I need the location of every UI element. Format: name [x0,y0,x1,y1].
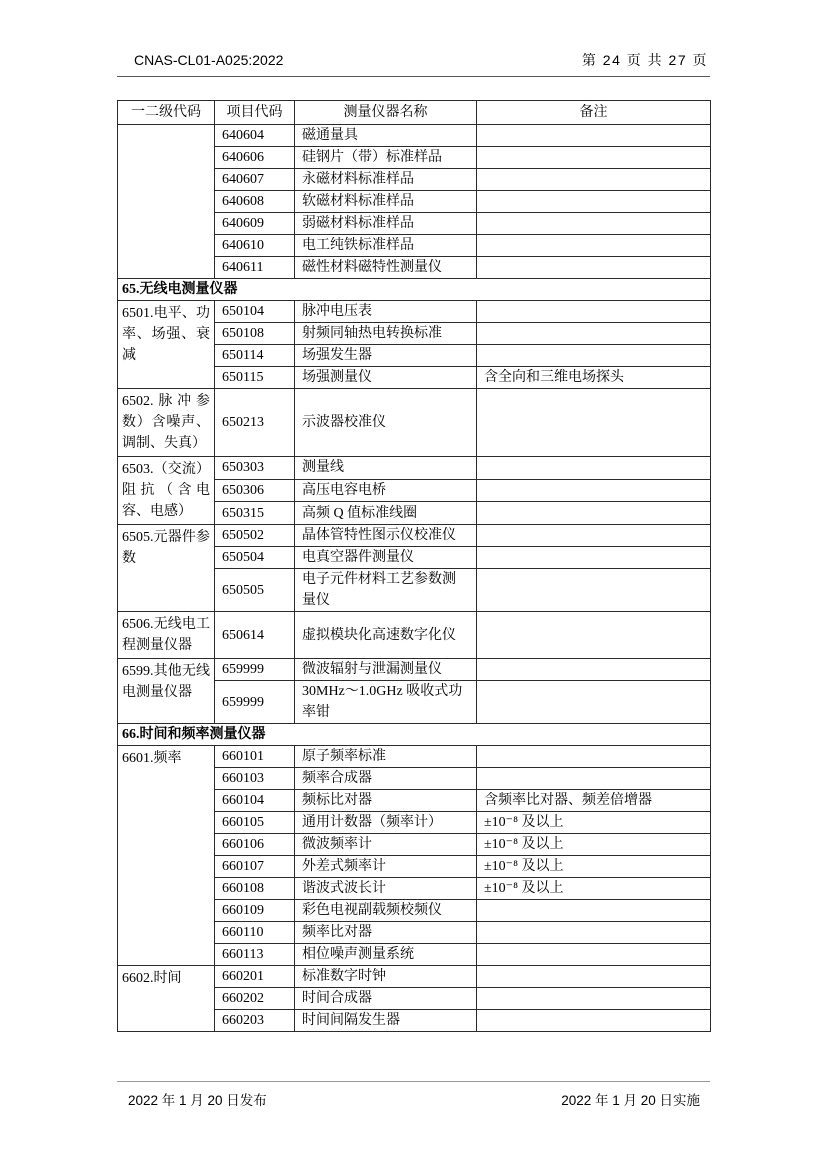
item-code-cell: 650213 [215,389,295,457]
item-remark-cell [477,502,711,525]
item-name-cell: 时间间隔发生器 [295,1010,477,1032]
item-code-cell: 660105 [215,812,295,834]
doc-number: CNAS-CL01-A025:2022 [134,52,284,68]
item-remark-cell [477,944,711,966]
item-name-cell: 弱磁材料标准样品 [295,213,477,235]
item-remark-cell [477,191,711,213]
item-code-cell: 660101 [215,746,295,768]
item-code-cell: 640604 [215,125,295,147]
item-code-cell: 660106 [215,834,295,856]
item-remark-cell [477,988,711,1010]
item-name-cell: 相位噪声测量系统 [295,944,477,966]
item-name-cell: 电真空器件测量仪 [295,547,477,569]
item-remark-cell [477,900,711,922]
item-remark-cell [477,547,711,569]
item-remark-cell [477,125,711,147]
item-code-cell: 650115 [215,367,295,389]
item-name-cell: 脉冲电压表 [295,301,477,323]
item-remark-cell [477,746,711,768]
item-code-cell: 650104 [215,301,295,323]
item-remark-cell [477,257,711,279]
table-row [118,457,711,480]
group-label-cell: 6505.元器件参数 [118,525,215,612]
table-header-row [118,101,711,125]
instrument-table [117,100,711,1032]
item-code-cell: 660203 [215,1010,295,1032]
item-name-cell: 微波频率计 [295,834,477,856]
item-remark-cell [477,301,711,323]
item-code-cell: 650306 [215,479,295,502]
item-remark-cell: ±10⁻⁸ 及以上 [477,812,711,834]
item-remark-cell: 含频率比对器、频差倍增器 [477,790,711,812]
table-row [118,389,711,457]
item-code-cell: 659999 [215,659,295,681]
item-code-cell: 640606 [215,147,295,169]
item-code-cell: 660201 [215,966,295,988]
item-name-cell: 谐波式波长计 [295,878,477,900]
table-row [118,525,711,547]
item-code-cell: 640610 [215,235,295,257]
col-header-instrument: 测量仪器名称 [295,101,477,125]
item-name-cell: 微波辐射与泄漏测量仪 [295,659,477,681]
table-row [118,125,711,147]
item-name-cell: 晶体管特性图示仪校准仪 [295,525,477,547]
item-code-cell: 640608 [215,191,295,213]
section-row [118,279,711,301]
item-remark-cell: ±10⁻⁸ 及以上 [477,856,711,878]
item-name-cell: 时间合成器 [295,988,477,1010]
item-code-cell: 650315 [215,502,295,525]
item-remark-cell: 含全向和三维电场探头 [477,367,711,389]
item-code-cell: 660108 [215,878,295,900]
group-label-cell: 6502.脉冲参数）含噪声、调制、失真） [118,389,215,457]
item-code-cell: 660113 [215,944,295,966]
item-code-cell: 660202 [215,988,295,1010]
group-label-cell: 6503.（交流）阻抗（含电容、电感） [118,457,215,525]
page-indicator: 第 24 页 共 27 页 [581,52,708,68]
item-remark-cell [477,1010,711,1032]
item-remark-cell [477,659,711,681]
item-name-cell: 虚拟模块化高速数字化仪 [295,612,477,659]
item-code-cell: 640609 [215,213,295,235]
item-name-cell: 硅钢片（带）标准样品 [295,147,477,169]
group-label-cell: 6506.无线电工程测量仪器 [118,612,215,659]
item-name-cell: 永磁材料标准样品 [295,169,477,191]
item-remark-cell [477,525,711,547]
col-header-level-code: 一二级代码 [118,101,215,125]
table-row [118,659,711,681]
item-code-cell: 650114 [215,345,295,367]
item-name-cell: 磁通量具 [295,125,477,147]
item-name-cell: 场强发生器 [295,345,477,367]
item-remark-cell [477,389,711,457]
item-name-cell: 原子频率标准 [295,746,477,768]
item-name-cell: 高频 Q 值标准线圈 [295,502,477,525]
group-label-cell: 6501.电平、功率、场强、衰减 [118,301,215,389]
item-name-cell: 通用计数器（频率计） [295,812,477,834]
section-label: 65.无线电测量仪器 [118,279,711,301]
item-remark-cell [477,569,711,612]
item-code-cell: 660107 [215,856,295,878]
item-name-cell: 示波器校准仪 [295,389,477,457]
item-name-cell: 外差式频率计 [295,856,477,878]
page-header [117,52,710,77]
item-name-cell: 频率合成器 [295,768,477,790]
item-name-cell: 彩色电视副载频校频仪 [295,900,477,922]
item-code-cell: 650504 [215,547,295,569]
item-name-cell: 磁性材料磁特性测量仪 [295,257,477,279]
item-name-cell: 频率比对器 [295,922,477,944]
item-code-cell: 650108 [215,323,295,345]
page-footer [117,1081,710,1109]
item-code-cell: 660104 [215,790,295,812]
table-row [118,746,711,768]
item-remark-cell [477,345,711,367]
item-code-cell: 660103 [215,768,295,790]
table-row [118,966,711,988]
item-remark-cell [477,479,711,502]
item-code-cell: 660109 [215,900,295,922]
section-label: 66.时间和频率测量仪器 [118,724,711,746]
item-name-cell: 30MHz～1.0GHz 吸收式功率钳 [295,681,477,724]
item-code-cell: 650505 [215,569,295,612]
col-header-remark: 备注 [477,101,711,125]
col-header-item-code: 项目代码 [215,101,295,125]
item-code-cell: 650502 [215,525,295,547]
item-remark-cell [477,169,711,191]
release-date: 2022 年 1 月 20 日发布 [128,1093,267,1108]
item-name-cell: 电子元件材料工艺参数测量仪 [295,569,477,612]
item-remark-cell: ±10⁻⁸ 及以上 [477,878,711,900]
group-label-cell: 6599.其他无线电测量仪器 [118,659,215,724]
item-name-cell: 高压电容电桥 [295,479,477,502]
item-remark-cell [477,147,711,169]
table-row [118,612,711,659]
item-remark-cell [477,235,711,257]
item-remark-cell [477,213,711,235]
item-code-cell: 660110 [215,922,295,944]
item-remark-cell [477,457,711,480]
item-name-cell: 电工纯铁标准样品 [295,235,477,257]
item-name-cell: 场强测量仪 [295,367,477,389]
item-name-cell: 软磁材料标准样品 [295,191,477,213]
table-row [118,301,711,323]
item-remark-cell [477,922,711,944]
item-remark-cell [477,681,711,724]
item-remark-cell [477,768,711,790]
item-code-cell: 659999 [215,681,295,724]
group-label-cell: 6601.频率 [118,746,215,966]
group-label-cell [118,125,215,279]
item-code-cell: 640611 [215,257,295,279]
item-name-cell: 标准数字时钟 [295,966,477,988]
item-code-cell: 650303 [215,457,295,480]
item-remark-cell: ±10⁻⁸ 及以上 [477,834,711,856]
item-name-cell: 射频同轴热电转换标准 [295,323,477,345]
item-code-cell: 640607 [215,169,295,191]
item-name-cell: 频标比对器 [295,790,477,812]
item-remark-cell [477,612,711,659]
item-remark-cell [477,966,711,988]
group-label-cell: 6602.时间 [118,966,215,1032]
implement-date: 2022 年 1 月 20 日实施 [561,1093,700,1108]
item-code-cell: 650614 [215,612,295,659]
item-remark-cell [477,323,711,345]
item-name-cell: 测量线 [295,457,477,480]
section-row [118,724,711,746]
